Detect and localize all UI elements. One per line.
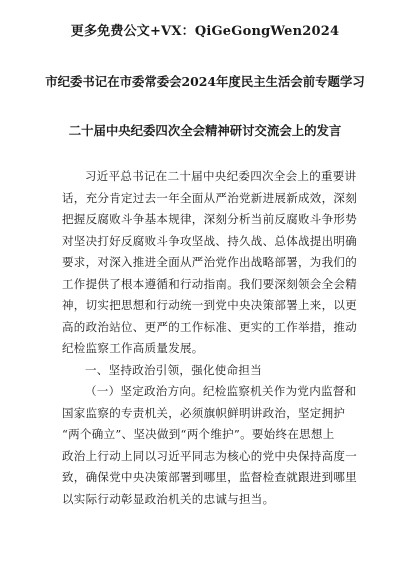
document-title: 市纪委书记在市委常委会2024年度民主生活会前专题学习 [45,74,365,89]
body-line: 纪检监察工作高质量发展。 [62,341,204,355]
body-line: 对坚决打好反腐败斗争攻坚战、持久战、总体战提出明确 [62,233,357,248]
body-line: （一）坚定政治方向。纪检监察机关作为党内监督和 [85,384,357,398]
body-line: 要求，对深入推进全面从严治党作出战略部署，为我们的 [62,255,357,269]
body-line: 国家监察的专责机关，必须旗帜鲜明讲政治，坚定拥护 [62,405,346,420]
body-line: 习近平总书记在二十届中央纪委四次全会上的重要讲 [85,169,357,183]
body-line: 神，切实把思想和行动统一到党中央决策部署上来，以更 [62,298,357,312]
body-line: 话，充分肯定过去一年全面从严治党新进展新成效，深刻 [62,190,357,205]
body-line: 以实际行动彰显政治机关的忠诚与担当。 [62,491,275,506]
body-line: 致，确保党中央决策部署到哪里，监督检查就跟进到哪里 [62,470,357,484]
body-line: 工作提供了根本遵循和行动指南。我们要深刻领会全会精 [62,276,357,291]
body-line: 政治上行动上同以习近平同志为核心的党中央保持高度一 [62,448,357,463]
body-line: 高的政治站位、更严的工作标准、更实的工作举措，推动 [62,319,357,334]
document-subtitle: 二十届中央纪委四次全会精神研讨交流会上的发言 [68,123,342,138]
document-body [62,166,358,510]
section-heading: 一、坚持政治引领，强化使命担当 [85,362,262,377]
body-line: 把握反腐败斗争基本规律，深刻分析当前反腐败斗争形势 [62,212,357,226]
promo-header: 更多免费公文+VX：QiGeGongWen2024 [70,24,340,39]
body-line: “两个确立”、坚决做到“两个维护”。要始终在思想上 [62,427,335,441]
